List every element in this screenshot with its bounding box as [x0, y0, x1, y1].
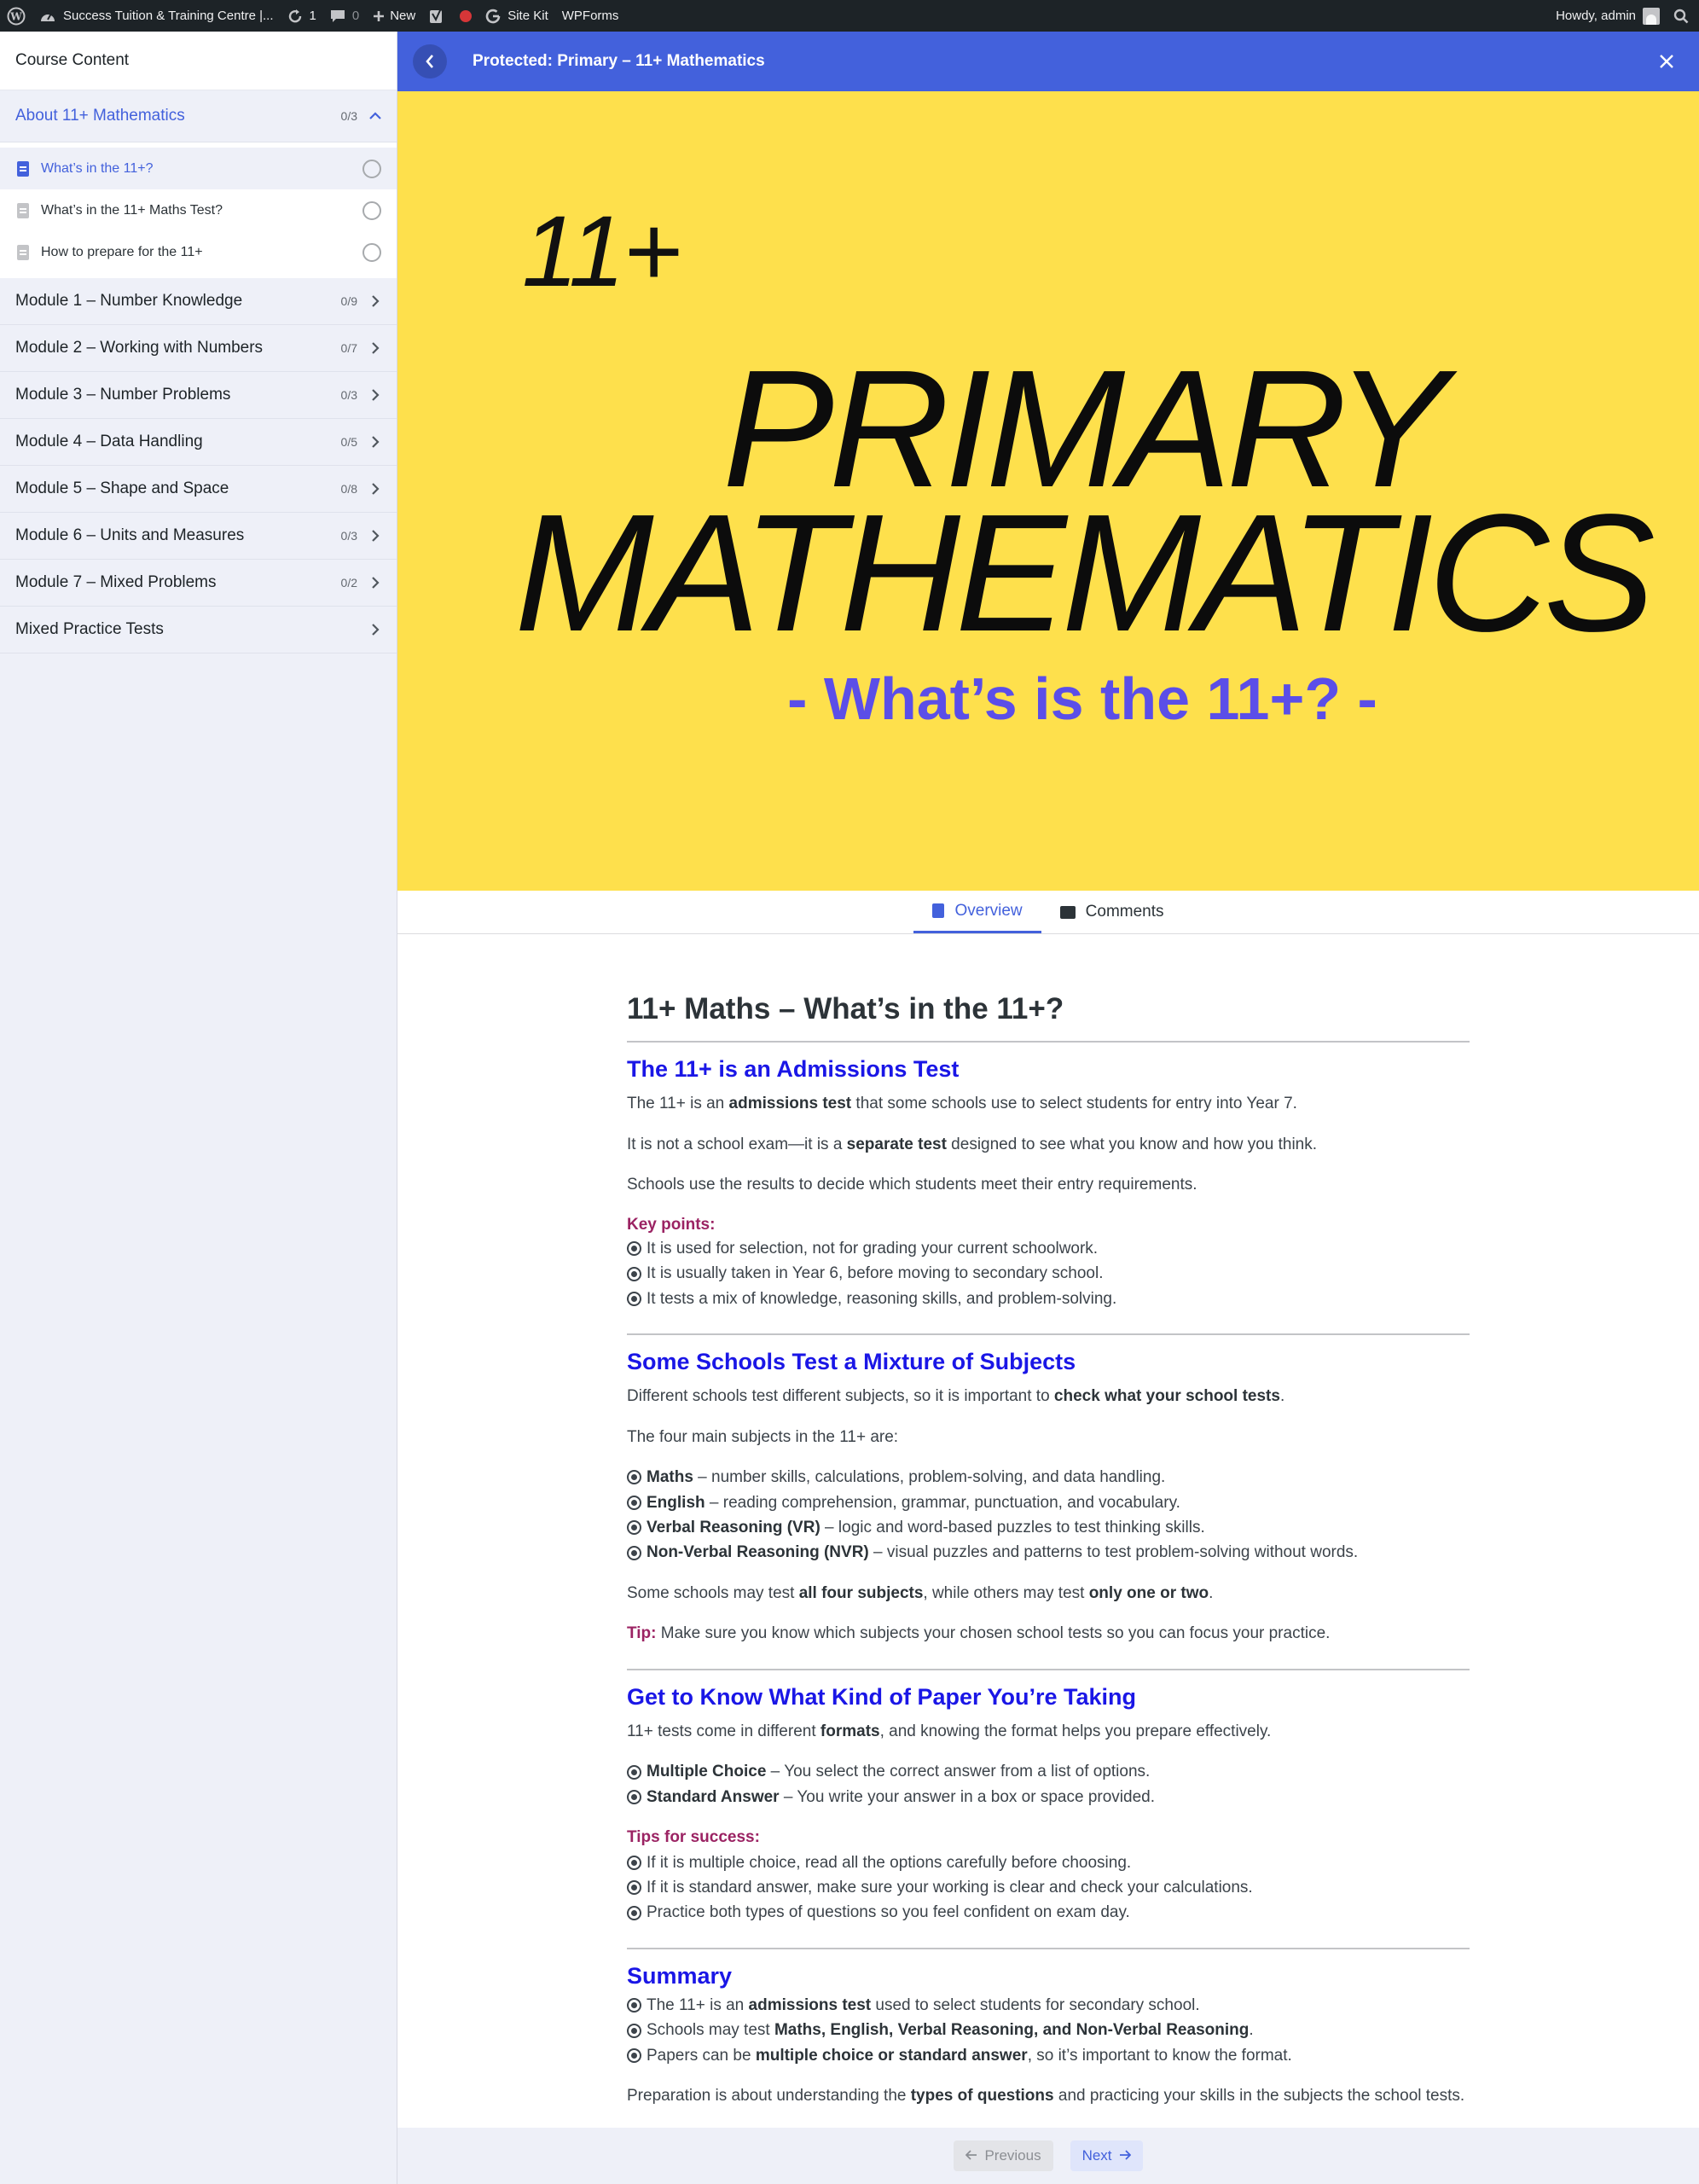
course-sidebar: [0, 32, 397, 2184]
list-item: The 11+ is an admissions test used to select students for secondary school.: [627, 1993, 1470, 2018]
comment-icon: [330, 9, 345, 23]
arrow-right-icon: [1119, 2147, 1131, 2164]
chevron-left-icon: [425, 54, 435, 69]
section-count: 0/3: [340, 388, 357, 402]
comment-icon: [1060, 906, 1076, 919]
section-label: Module 2 – Working with Numbers: [15, 339, 264, 357]
new-label: New: [390, 9, 416, 23]
back-button[interactable]: [413, 44, 447, 78]
completion-circle-icon[interactable]: [362, 243, 381, 262]
lesson-content: [627, 976, 1470, 2109]
banner-title-line2: MATHEMATICS: [514, 479, 1650, 666]
section-module-5[interactable]: [0, 466, 397, 513]
section-heading: Get to Know What Kind of Paper You’re Taking: [627, 1683, 1137, 1710]
document-icon: [17, 245, 29, 260]
chevron-right-icon: [369, 436, 381, 448]
lesson-label: How to prepare for the 11+: [41, 244, 203, 259]
radio-bullet-icon: [627, 1765, 641, 1780]
list-item: Verbal Reasoning (VR) – logic and word-based puzzles to test thinking skills.: [627, 1515, 1470, 1540]
previous-label: Previous: [984, 2147, 1041, 2164]
lesson-topbar: [397, 32, 1699, 91]
list-item: Practice both types of questions so you feel confident on exam day.: [627, 1900, 1470, 1925]
section-label: Module 7 – Mixed Problems: [15, 573, 217, 591]
tab-label: Comments: [1085, 903, 1164, 921]
site-name-link[interactable]: [32, 0, 281, 32]
lesson-list: [0, 142, 397, 278]
lesson-title: 11+ Maths – What’s in the 11+?: [627, 991, 1470, 1043]
section-label: Module 6 – Units and Measures: [15, 526, 245, 544]
updates-icon: [287, 9, 303, 24]
arrow-left-icon: [965, 2147, 977, 2164]
section-count: 0/8: [340, 482, 357, 496]
lesson-tabs: [397, 891, 1699, 934]
sidebar-header: [0, 32, 397, 90]
list-item: Schools may test Maths, English, Verbal Reasoning, and Non-Verbal Reasoning.: [627, 2018, 1470, 2042]
completion-circle-icon[interactable]: [362, 201, 381, 220]
paragraph: It is not a school exam—it is a separate test designed to see what you know and how you think.: [627, 1135, 1318, 1153]
document-icon: [17, 203, 29, 218]
paragraph: Some schools may test all four subjects, while others may test only one or two.: [627, 1583, 1214, 1602]
sitekit-link[interactable]: [478, 0, 555, 32]
divider: [627, 1333, 1470, 1335]
radio-bullet-icon: [627, 1470, 641, 1484]
section-module-3[interactable]: [0, 372, 397, 419]
tips-list: [627, 1850, 1470, 1926]
lesson-navigation: [397, 2128, 1699, 2184]
section-module-1[interactable]: [0, 278, 397, 325]
radio-bullet-icon: [627, 1906, 641, 1920]
section-label: Module 3 – Number Problems: [15, 386, 231, 404]
radio-bullet-icon: [627, 1880, 641, 1895]
section-count: 0/7: [340, 341, 357, 355]
list-item: Non-Verbal Reasoning (NVR) – visual puzzles and patterns to test problem-solving without words.: [627, 1540, 1470, 1565]
section-count: 0/5: [340, 435, 357, 449]
completion-circle-icon[interactable]: [362, 160, 381, 178]
radio-bullet-icon: [627, 1241, 641, 1256]
tab-overview[interactable]: [913, 891, 1041, 933]
tab-comments[interactable]: [1041, 891, 1183, 933]
new-content-link[interactable]: [366, 0, 422, 32]
document-icon: [932, 903, 944, 918]
section-module-7[interactable]: [0, 560, 397, 607]
lesson-item[interactable]: [0, 189, 397, 231]
yoast-icon: [429, 8, 446, 25]
seo-status-dot[interactable]: [453, 0, 478, 32]
section-about[interactable]: [0, 90, 397, 142]
avatar: [1643, 8, 1660, 25]
section-label: Mixed Practice Tests: [15, 620, 164, 638]
lesson-main: [397, 32, 1699, 2184]
status-dot-icon: [460, 10, 472, 22]
sitekit-label: Site Kit: [507, 9, 548, 23]
chevron-up-icon: [369, 110, 381, 122]
close-icon: [1659, 54, 1674, 69]
svg-text:W: W: [10, 10, 22, 22]
lesson-item[interactable]: [0, 231, 397, 273]
list-item: It tests a mix of knowledge, reasoning skills, and problem-solving.: [627, 1287, 1470, 1311]
paragraph: The 11+ is an admissions test that some schools use to select students for entry into Year 7.: [627, 1095, 1297, 1113]
paragraph: The four main subjects in the 11+ are:: [627, 1427, 899, 1446]
section-count: 0/3: [340, 529, 357, 543]
list-item: It is usually taken in Year 6, before moving to secondary school.: [627, 1261, 1470, 1286]
lesson-banner: [397, 91, 1699, 891]
next-button[interactable]: [1070, 2140, 1143, 2171]
section-heading: Some Schools Test a Mixture of Subjects: [627, 1349, 1076, 1375]
chevron-right-icon: [369, 342, 381, 354]
chevron-right-icon: [369, 295, 381, 307]
summary-list: [627, 1993, 1470, 2068]
chevron-right-icon: [369, 624, 381, 636]
chevron-right-icon: [369, 530, 381, 542]
paragraph: 11+ tests come in different formats, and knowing the format helps you prepare effectively.: [627, 1722, 1272, 1740]
radio-bullet-icon: [627, 1790, 641, 1804]
key-points-label: Key points:: [627, 1216, 716, 1234]
paragraph: Schools use the results to decide which students meet their entry requirements.: [627, 1175, 1197, 1194]
admin-search-button[interactable]: [1667, 0, 1699, 32]
admin-bar: [0, 0, 1699, 32]
formats-list: [627, 1759, 1470, 1809]
list-item: Multiple Choice – You select the correct answer from a list of options.: [627, 1759, 1470, 1784]
radio-bullet-icon: [627, 1856, 641, 1870]
radio-bullet-icon: [627, 2024, 641, 2038]
section-count: 0/9: [340, 294, 357, 308]
banner-small-title: 11+: [522, 195, 681, 308]
section-practice-tests[interactable]: [0, 607, 397, 653]
wpforms-label: WPForms: [561, 9, 619, 23]
section-module-4[interactable]: [0, 419, 397, 466]
list-item: It is used for selection, not for grading your current schoolwork.: [627, 1236, 1470, 1261]
list-item: If it is multiple choice, read all the options carefully before choosing.: [627, 1850, 1470, 1875]
section-heading: Summary: [627, 1962, 733, 1989]
wpforms-link[interactable]: [555, 0, 626, 32]
previous-button[interactable]: [954, 2140, 1052, 2171]
list-item: English – reading comprehension, grammar, punctuation, and vocabulary.: [627, 1490, 1470, 1515]
section-module-6[interactable]: [0, 513, 397, 560]
section-label: Module 4 – Data Handling: [15, 433, 203, 450]
section-count: 0/2: [340, 576, 357, 590]
course-title: Protected: Primary – 11+ Mathematics: [473, 52, 765, 70]
howdy-label: Howdy, admin: [1556, 9, 1636, 23]
yoast-seo-link[interactable]: [422, 0, 453, 32]
banner-title-line1: PRIMARY: [722, 335, 1442, 522]
section-label: Module 1 – Number Knowledge: [15, 292, 243, 310]
radio-bullet-icon: [627, 1292, 641, 1306]
radio-bullet-icon: [627, 1496, 641, 1510]
radio-bullet-icon: [627, 1520, 641, 1535]
account-menu[interactable]: [1549, 0, 1667, 32]
banner-subtitle: - What’s is the 11+? -: [787, 665, 1377, 732]
lesson-label: What’s in the 11+ Maths Test?: [41, 202, 223, 218]
list-item: Standard Answer – You write your answer in a box or space provided.: [627, 1785, 1470, 1809]
divider: [627, 1948, 1470, 1949]
lesson-label: What’s in the 11+?: [41, 160, 154, 176]
radio-bullet-icon: [627, 1998, 641, 2013]
close-button[interactable]: [1650, 44, 1684, 78]
site-name: Success Tuition & Training Centre |...: [63, 9, 274, 23]
divider: [627, 1669, 1470, 1670]
key-points-list: [627, 1236, 1470, 1311]
paragraph: Preparation is about understanding the types of questions and practicing your skills in the subjects the school tests.: [627, 2087, 1465, 2106]
tips-label: Tips for success:: [627, 1828, 760, 1847]
radio-bullet-icon: [627, 1546, 641, 1560]
section-count: 0/3: [340, 109, 357, 123]
google-icon: [485, 9, 501, 24]
plus-icon: [373, 10, 385, 22]
sidebar-title: Course Content: [15, 51, 130, 69]
subjects-list: [627, 1465, 1470, 1565]
search-icon: [1673, 9, 1689, 24]
chevron-right-icon: [369, 577, 381, 589]
section-heading: The 11+ is an Admissions Test: [627, 1056, 960, 1082]
updates-count: 1: [309, 9, 316, 23]
comments-count: 0: [351, 9, 360, 23]
list-item: If it is standard answer, make sure your working is clear and check your calculations.: [627, 1875, 1470, 1900]
paragraph: Different schools test different subjects, so it is important to check what your school tests.: [627, 1387, 1285, 1406]
lesson-item[interactable]: [0, 148, 397, 189]
document-icon: [17, 161, 29, 177]
section-label: About 11+ Mathematics: [15, 107, 185, 125]
list-item: Maths – number skills, calculations, problem-solving, and data handling.: [627, 1465, 1470, 1490]
tab-label: Overview: [954, 901, 1023, 920]
section-label: Module 5 – Shape and Space: [15, 479, 229, 497]
wordpress-logo-icon[interactable]: [0, 0, 32, 32]
updates-link[interactable]: [281, 0, 323, 32]
list-item: Papers can be multiple choice or standard answer, so it’s important to know the format.: [627, 2043, 1470, 2068]
next-label: Next: [1081, 2147, 1112, 2164]
radio-bullet-icon: [627, 1267, 641, 1281]
tip-paragraph: Tip: Make sure you know which subjects your chosen school tests so you can focus your practice.: [627, 1624, 1331, 1643]
comments-link[interactable]: [323, 0, 366, 32]
chevron-right-icon: [369, 389, 381, 401]
chevron-right-icon: [369, 483, 381, 495]
section-module-2[interactable]: [0, 325, 397, 372]
radio-bullet-icon: [627, 2048, 641, 2063]
dashboard-icon: [39, 9, 56, 23]
